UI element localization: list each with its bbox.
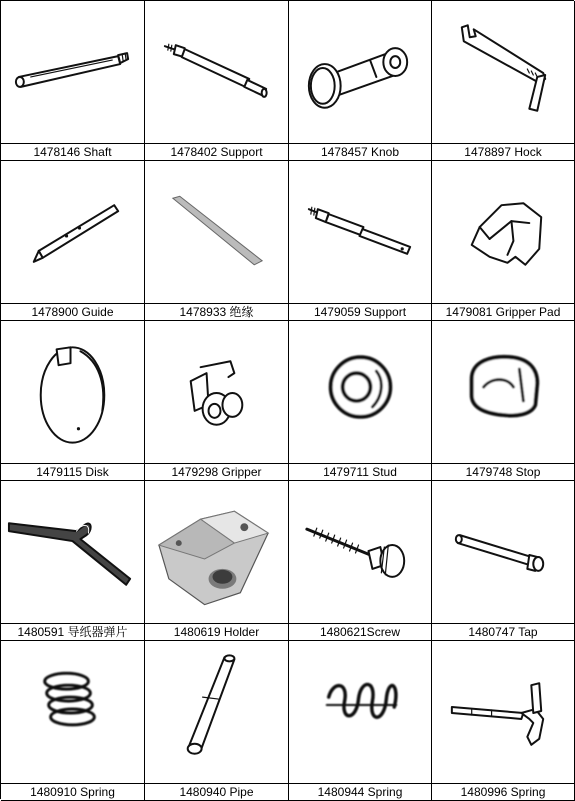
part-cell bbox=[145, 1, 289, 161]
part-cell bbox=[1, 641, 145, 801]
part-caption: 1478897 Hock bbox=[432, 143, 574, 160]
part-caption: 1480940 Pipe bbox=[145, 783, 288, 800]
part-caption: 1480591 导纸器弹片 bbox=[1, 623, 144, 640]
part-caption: 1480747 Tap bbox=[432, 623, 574, 640]
part-cell bbox=[432, 481, 575, 641]
part-caption: 1478146 Shaft bbox=[1, 143, 144, 160]
gripper-pad-icon bbox=[432, 161, 574, 303]
holder-icon bbox=[145, 481, 288, 623]
stop-icon bbox=[432, 321, 574, 463]
part-caption: 1478402 Support bbox=[145, 143, 288, 160]
part-caption: 1480910 Spring bbox=[1, 783, 144, 800]
part-cell bbox=[432, 161, 575, 321]
disk-icon bbox=[1, 321, 144, 463]
part-cell bbox=[432, 321, 575, 481]
part-caption: 1479059 Support bbox=[289, 303, 431, 320]
part-cell bbox=[289, 321, 432, 481]
part-caption: 1478900 Guide bbox=[1, 303, 144, 320]
spring-icon bbox=[1, 641, 144, 783]
part-caption: 1479298 Gripper bbox=[145, 463, 288, 480]
part-caption: 1480621Screw bbox=[289, 623, 431, 640]
part-cell bbox=[145, 641, 289, 801]
coil-spring-icon bbox=[289, 641, 431, 783]
part-caption: 1478457 Knob bbox=[289, 143, 431, 160]
tap-icon bbox=[432, 481, 574, 623]
part-cell bbox=[289, 1, 432, 161]
part-caption: 1478933 绝缘 bbox=[145, 303, 288, 320]
pipe-icon bbox=[145, 641, 288, 783]
part-cell bbox=[432, 1, 575, 161]
part-caption: 1479115 Disk bbox=[1, 463, 144, 480]
part-caption: 1480944 Spring bbox=[289, 783, 431, 800]
shaft-icon bbox=[1, 1, 144, 143]
part-cell bbox=[1, 161, 145, 321]
part-cell bbox=[289, 641, 432, 801]
support-pin-icon bbox=[289, 161, 431, 303]
gripper-icon bbox=[145, 321, 288, 463]
part-cell bbox=[289, 161, 432, 321]
part-cell bbox=[289, 481, 432, 641]
stud-icon bbox=[289, 321, 431, 463]
support-rod-icon bbox=[145, 1, 288, 143]
part-caption: 1480619 Holder bbox=[145, 623, 288, 640]
screw-icon bbox=[289, 481, 431, 623]
paper-guide-spring-icon bbox=[1, 481, 144, 623]
part-cell bbox=[432, 641, 575, 801]
part-caption: 1479748 Stop bbox=[432, 463, 574, 480]
spring-clip-icon bbox=[432, 641, 574, 783]
part-cell bbox=[145, 321, 289, 481]
guide-rod-icon bbox=[1, 161, 144, 303]
part-cell bbox=[145, 481, 289, 641]
part-caption: 1479081 Gripper Pad bbox=[432, 303, 574, 320]
part-cell bbox=[1, 321, 145, 481]
hook-lever-icon bbox=[432, 1, 574, 143]
insulation-strip-icon bbox=[145, 161, 288, 303]
knob-icon bbox=[289, 1, 431, 143]
part-cell bbox=[1, 481, 145, 641]
part-caption: 1480996 Spring bbox=[432, 783, 574, 800]
part-caption: 1479711 Stud bbox=[289, 463, 431, 480]
part-cell bbox=[1, 1, 145, 161]
part-cell bbox=[145, 161, 289, 321]
